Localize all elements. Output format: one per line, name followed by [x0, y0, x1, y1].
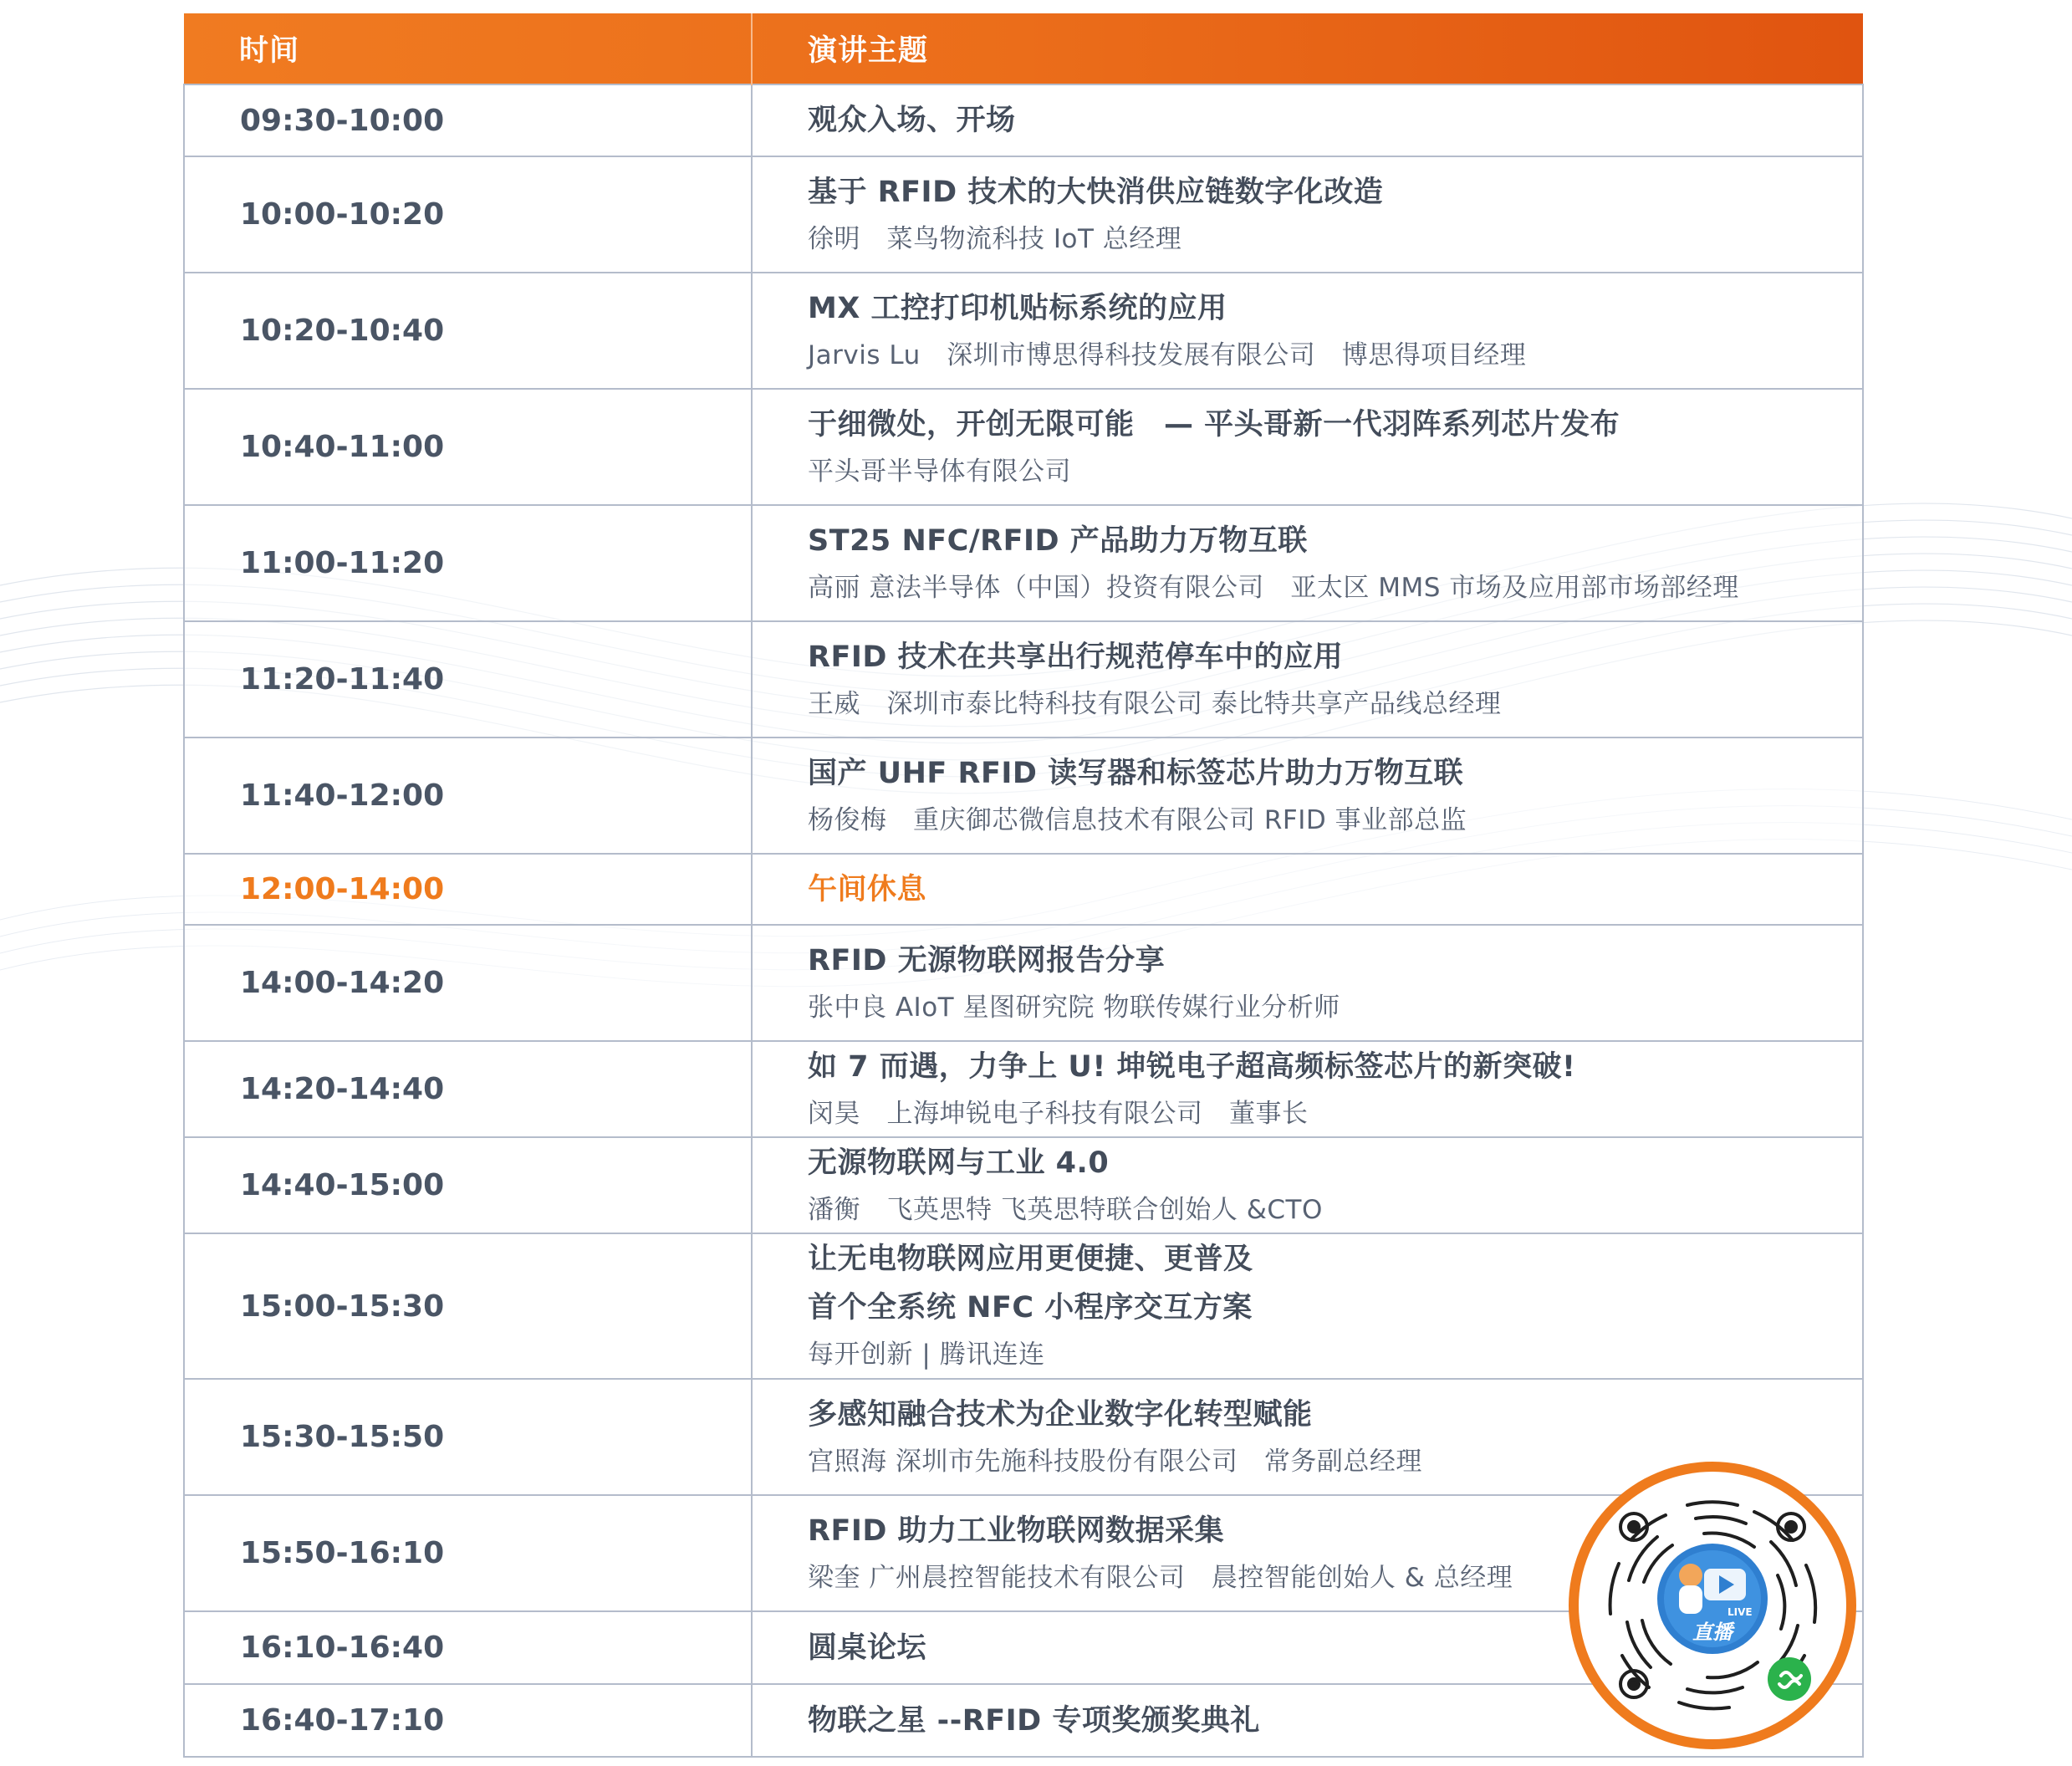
- row-time: 15:30-15:50: [184, 1379, 752, 1495]
- topic-speaker: 闵昊 上海坤锐电子科技有限公司 董事长: [808, 1098, 1309, 1129]
- row-topic: [752, 925, 1863, 1041]
- row-topic: [752, 1233, 1863, 1379]
- topic-speaker: 王威 深圳市泰比特科技有限公司 泰比特共享产品线总经理: [808, 688, 1502, 719]
- live-center-text: 直播: [1692, 1621, 1733, 1644]
- topic-speaker: 宫照海 深圳市先施科技股份有限公司 常务副总经理: [808, 1446, 1422, 1477]
- row-time: 11:00-11:20: [184, 505, 752, 621]
- topic-speaker: 杨俊梅 重庆御芯微信息技术有限公司 RFID 事业部总监: [808, 804, 1467, 835]
- topic-title: RFID 助力工业物联网数据采集: [808, 1513, 1225, 1548]
- row-time: 16:40-17:10: [184, 1684, 752, 1757]
- row-time: 16:10-16:40: [184, 1611, 752, 1684]
- row-topic: [752, 1041, 1863, 1137]
- table-row: [184, 1041, 1863, 1137]
- topic-title: 于细微处，开创无限可能 — 平头哥新一代羽阵系列芯片发布: [808, 407, 1620, 442]
- table-row: [184, 273, 1863, 389]
- topic-title: 圆桌论坛: [808, 1631, 927, 1665]
- topic-speaker: 张中良 AIoT 星图研究院 物联传媒行业分析师: [808, 992, 1340, 1023]
- row-time: 14:00-14:20: [184, 925, 752, 1041]
- topic-title: 让无电物联网应用更便捷、更普及: [808, 1243, 1253, 1276]
- header-time: 时间: [184, 13, 752, 84]
- table-row: [184, 1233, 1863, 1379]
- topic-speaker: Jarvis Lu 深圳市博思得科技发展有限公司 博思得项目经理: [808, 339, 1527, 370]
- topic-title-line2: 首个全系统 NFC 小程序交互方案: [808, 1291, 1253, 1324]
- row-time: 15:00-15:30: [184, 1233, 752, 1379]
- topic-speaker: 梁奎 广州晨控智能技术有限公司 晨控智能创始人 & 总经理: [808, 1562, 1513, 1593]
- row-topic: [752, 505, 1863, 621]
- table-row: [184, 621, 1863, 738]
- row-topic: [752, 738, 1863, 854]
- topic-title: RFID 无源物联网报告分享: [808, 943, 1166, 977]
- row-time: 15:50-16:10: [184, 1495, 752, 1611]
- live-qr-code[interactable]: [1565, 1458, 1860, 1753]
- row-time: 10:00-10:20: [184, 156, 752, 273]
- topic-title: 观众入场、开场: [808, 104, 1016, 137]
- row-time: 10:20-10:40: [184, 273, 752, 389]
- table-row-lunch-break: [184, 854, 1863, 925]
- table-row: [184, 389, 1863, 505]
- row-time: 10:40-11:00: [184, 389, 752, 505]
- topic-title: 物联之星 --RFID 专项奖颁奖典礼: [808, 1703, 1260, 1738]
- topic-speaker: 潘衡 飞英思特 飞英思特联合创始人 &CTO: [808, 1194, 1323, 1225]
- table-row: [184, 1137, 1863, 1233]
- topic-title: 如 7 而遇，力争上 U! 坤锐电子超高频标签芯片的新突破!: [808, 1049, 1576, 1084]
- row-time: 14:20-14:40: [184, 1041, 752, 1137]
- topic-speaker: 高丽 意法半导体（中国）投资有限公司 亚太区 MMS 市场及应用部市场部经理: [808, 572, 1739, 603]
- row-time: 14:40-15:00: [184, 1137, 752, 1233]
- live-badge-text: LIVE: [1728, 1606, 1753, 1618]
- topic-speaker: 徐明 菜鸟物流科技 IoT 总经理: [808, 223, 1182, 254]
- row-time: 11:40-12:00: [184, 738, 752, 854]
- wechat-miniprogram-qr-icon: [1565, 1458, 1860, 1753]
- row-time: 09:30-10:00: [184, 84, 752, 156]
- topic-title: 多感知融合技术为企业数字化转型赋能: [808, 1397, 1313, 1432]
- topic-title: 无源物联网与工业 4.0: [808, 1146, 1110, 1180]
- table-row: [184, 738, 1863, 854]
- row-topic: [752, 84, 1863, 156]
- row-topic: [752, 156, 1863, 273]
- row-time: 11:20-11:40: [184, 621, 752, 738]
- topic-title: 国产 UHF RFID 读写器和标签芯片助力万物互联: [808, 756, 1464, 790]
- topic-speaker: 平头哥半导体有限公司: [808, 456, 1071, 487]
- topic-title: RFID 技术在共享出行规范停车中的应用: [808, 640, 1344, 674]
- agenda-header-row: [184, 13, 1863, 84]
- row-topic: [752, 1137, 1863, 1233]
- topic-title: MX 工控打印机贴标系统的应用: [808, 291, 1227, 325]
- topic-speaker: 每开创新 | 腾讯连连: [808, 1340, 1045, 1370]
- table-row: [184, 925, 1863, 1041]
- row-topic: [752, 621, 1863, 738]
- row-topic: [752, 273, 1863, 389]
- table-row: [184, 505, 1863, 621]
- table-row: [184, 156, 1863, 273]
- topic-title: 基于 RFID 技术的大快消供应链数字化改造: [808, 175, 1384, 209]
- header-topic: 演讲主题: [808, 34, 929, 68]
- row-time: 12:00-14:00: [184, 854, 752, 925]
- row-topic: [752, 854, 1863, 925]
- table-row: [184, 84, 1863, 156]
- topic-title: 午间休息: [808, 872, 927, 906]
- topic-title: ST25 NFC/RFID 产品助力万物互联: [808, 523, 1308, 558]
- row-topic: [752, 389, 1863, 505]
